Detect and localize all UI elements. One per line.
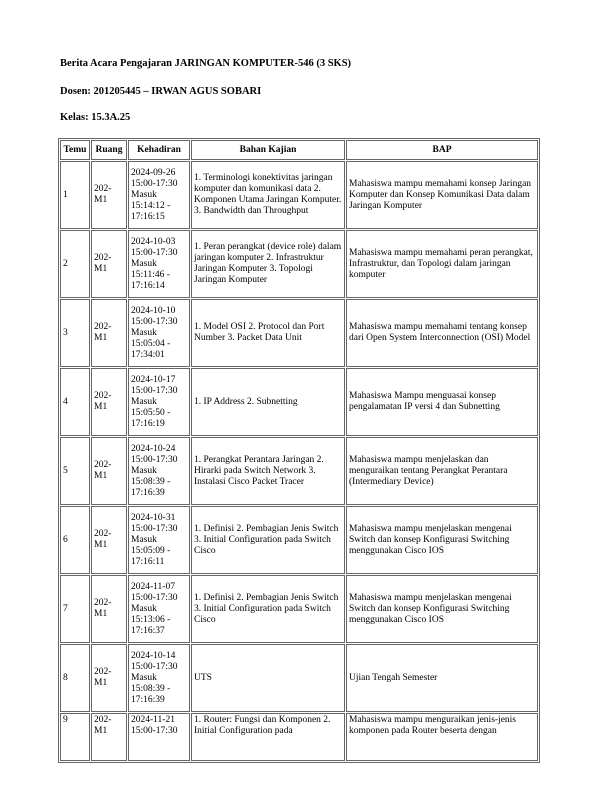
attendance-clock: 15:14:12 - 17:16:15	[131, 200, 171, 222]
cell-kehadiran	[128, 506, 190, 574]
scheduled-time: 15:00-17:30	[131, 385, 178, 396]
attendance-status: Masuk	[131, 603, 157, 614]
attendance-status: Masuk	[131, 189, 157, 200]
meeting-number: 7	[63, 603, 68, 614]
scheduled-time: 15:00-17:30	[131, 523, 178, 534]
meeting-number: 6	[63, 534, 68, 545]
room-code: 202-M1	[94, 184, 112, 205]
cell-bap	[346, 299, 538, 367]
cell-bahan-kajian	[191, 644, 345, 712]
scheduled-time: 15:00-17:30	[131, 316, 178, 327]
cell-bahan-kajian	[191, 506, 345, 574]
document-title: Berita Acara Pengajaran JARINGAN KOMPUTER-546 (3 SKS)	[60, 58, 352, 69]
class-line: Kelas: 15.3A.25	[60, 112, 131, 123]
room-code: 202-M1	[94, 715, 112, 736]
cell-bahan-kajian	[191, 368, 345, 436]
col-header-bap: BAP	[346, 140, 538, 160]
cell-bap	[346, 230, 538, 298]
cell-bap	[346, 161, 538, 229]
cell-kehadiran	[128, 230, 190, 298]
scheduled-time: 15:00-17:30	[131, 661, 178, 672]
cell-ruang	[91, 506, 127, 574]
cell-bap	[346, 644, 538, 712]
cell-bahan-kajian	[191, 299, 345, 367]
attendance-clock: 15:13:06 - 17:16:37	[131, 614, 171, 636]
study-material: 1. Definisi 2. Pembagian Jenis Switch 3. Initial Configuration pada Switch Cisco	[194, 523, 339, 556]
meeting-number: 8	[63, 672, 68, 683]
attendance-status: Masuk	[131, 672, 157, 683]
room-code: 202-M1	[94, 667, 112, 688]
lecturer-line: Dosen: 201205445 – IRWAN AGUS SOBARI	[60, 86, 262, 97]
meeting-date: 2024-10-14	[131, 650, 176, 661]
study-material: 1. IP Address 2. Subnetting	[194, 396, 298, 407]
study-material: 1. Definisi 2. Pembagian Jenis Switch 3. Initial Configuration pada Switch Cisco	[194, 592, 339, 625]
study-material: 1. Terminologi konektivitas jaringan komputer dan komunikasi data 2. Komponen Utama Jaringan Komputer. 3. Bandwidth dan Throughput	[194, 173, 342, 216]
table-row	[60, 161, 538, 229]
meeting-number: 3	[63, 327, 68, 338]
cell-bap	[346, 437, 538, 505]
table-row	[60, 437, 538, 505]
cell-bap	[346, 575, 538, 643]
attendance-clock: 15:11:46 - 17:16:14	[131, 269, 170, 291]
bap-text: Mahasiswa mampu menjelaskan mengenai Switch dan konsep Konfigurasi Switching menggunakan Cisco IOS	[349, 523, 512, 556]
scheduled-time: 15:00-17:30	[131, 178, 178, 189]
scheduled-time: 15:00-17:30	[131, 592, 178, 603]
cell-ruang	[91, 299, 127, 367]
cell-ruang	[91, 368, 127, 436]
scheduled-time: 15:00-17:30	[131, 726, 178, 736]
cell-bahan-kajian	[191, 575, 345, 643]
cell-ruang	[91, 644, 127, 712]
bap-text: Mahasiswa mampu memahami peran perangkat, Infrastruktur, dan Topologi dalam jaringan komputer	[349, 247, 533, 280]
attendance-status: Masuk	[131, 327, 157, 338]
cell-temu	[60, 161, 90, 229]
col-header-temu: Temu	[60, 140, 90, 160]
meeting-number: 1	[63, 189, 68, 200]
study-material: 1. Model OSI 2. Protocol dan Port Number 3. Packet Data Unit	[194, 322, 325, 343]
bap-text: Mahasiswa mampu memahami tentang konsep dari Open System Interconnection (OSI) Model	[349, 322, 531, 343]
cell-temu	[60, 299, 90, 367]
cell-temu	[60, 506, 90, 574]
attendance-clock: 15:05:04 - 17:34:01	[131, 338, 171, 360]
cell-bap	[346, 368, 538, 436]
cell-kehadiran	[128, 713, 190, 761]
attendance-table	[58, 138, 540, 763]
cell-kehadiran	[128, 644, 190, 712]
cell-kehadiran	[128, 575, 190, 643]
cell-kehadiran	[128, 368, 190, 436]
cell-ruang	[91, 713, 127, 761]
table-row	[60, 368, 538, 436]
scheduled-time: 15:00-17:30	[131, 454, 178, 465]
meeting-number: 2	[63, 258, 68, 269]
meeting-number: 4	[63, 396, 68, 407]
scheduled-time: 15:00-17:30	[131, 247, 178, 258]
cell-ruang	[91, 230, 127, 298]
study-material: 1. Perangkat Perantara Jaringan 2. Hirarki pada Switch Network 3. Instalasi Cisco Packet Tracer	[194, 454, 324, 487]
cell-bap	[346, 713, 538, 761]
cell-bahan-kajian	[191, 437, 345, 505]
cell-bahan-kajian	[191, 713, 345, 761]
meeting-date: 2024-10-24	[131, 443, 176, 454]
room-code: 202-M1	[94, 253, 112, 274]
cell-bahan-kajian	[191, 230, 345, 298]
room-code: 202-M1	[94, 598, 112, 619]
bap-text: Mahasiswa mampu menjelaskan dan menguraikan tentang Perangkat Perantara (Intermediary Device)	[349, 454, 508, 487]
bap-text: Mahasiswa mampu menguraikan jenis-jenis komponen pada Router beserta dengan	[349, 715, 517, 736]
study-material: 1. Router: Fungsi dan Komponen 2. Initial Configuration pada	[194, 715, 331, 736]
meeting-date: 2024-10-17	[131, 374, 176, 385]
table-row	[60, 644, 538, 712]
table-header-row	[60, 140, 538, 160]
cell-kehadiran	[128, 161, 190, 229]
room-code: 202-M1	[94, 391, 112, 412]
meeting-date: 2024-10-31	[131, 512, 176, 523]
meeting-date: 2024-09-26	[131, 167, 176, 178]
table-row	[60, 575, 538, 643]
table-row	[60, 230, 538, 298]
attendance-status: Masuk	[131, 534, 157, 545]
cell-bahan-kajian	[191, 161, 345, 229]
col-header-kehadiran: Kehadiran	[128, 140, 190, 160]
cell-ruang	[91, 575, 127, 643]
cell-temu	[60, 644, 90, 712]
cell-ruang	[91, 161, 127, 229]
meeting-number: 9	[63, 715, 68, 725]
table-row	[60, 713, 538, 761]
cell-bap	[346, 506, 538, 574]
attendance-clock: 15:05:50 - 17:16:19	[131, 407, 171, 429]
cell-kehadiran	[128, 299, 190, 367]
table-row	[60, 299, 538, 367]
cell-kehadiran	[128, 437, 190, 505]
study-material: 1. Peran perangkat (device role) dalam jaringan komputer 2. Infrastruktur Jaringan Komputer 3. Topologi Jaringan Komputer	[194, 242, 342, 285]
cell-temu	[60, 368, 90, 436]
col-header-bahan-kajian: Bahan Kajian	[191, 140, 345, 160]
bap-text: Mahasiswa Mampu menguasai konsep pengalamatan IP versi 4 dan Subnetting	[349, 391, 500, 412]
attendance-clock: 15:05:09 - 17:16:11	[131, 545, 171, 567]
attendance-status: Masuk	[131, 258, 157, 269]
room-code: 202-M1	[94, 460, 112, 481]
table-row	[60, 506, 538, 574]
col-header-ruang: Ruang	[91, 140, 127, 160]
bap-text: Ujian Tengah Semester	[349, 672, 438, 683]
meeting-date: 2024-10-10	[131, 305, 176, 316]
room-code: 202-M1	[94, 529, 112, 550]
attendance-status: Masuk	[131, 396, 157, 407]
bap-text: Mahasiswa mampu menjelaskan mengenai Switch dan konsep Konfigurasi Switching menggunakan Cisco IOS	[349, 592, 512, 625]
meeting-date: 2024-10-03	[131, 236, 176, 247]
study-material: UTS	[194, 672, 212, 683]
meeting-number: 5	[63, 465, 68, 476]
cell-temu	[60, 437, 90, 505]
attendance-clock: 15:08:39 - 17:16:39	[131, 476, 171, 498]
attendance-status: Masuk	[131, 465, 157, 476]
bap-text: Mahasiswa mampu memahami konsep Jaringan Komputer dan Konsep Komunikasi Data dalam Jaringan Komputer	[349, 178, 532, 211]
cell-ruang	[91, 437, 127, 505]
meeting-date: 2024-11-21	[131, 715, 175, 725]
cell-temu	[60, 713, 90, 761]
cell-temu	[60, 230, 90, 298]
meeting-date: 2024-11-07	[131, 581, 175, 592]
room-code: 202-M1	[94, 322, 112, 343]
cell-temu	[60, 575, 90, 643]
attendance-clock: 15:08:39 - 17:16:39	[131, 683, 171, 705]
